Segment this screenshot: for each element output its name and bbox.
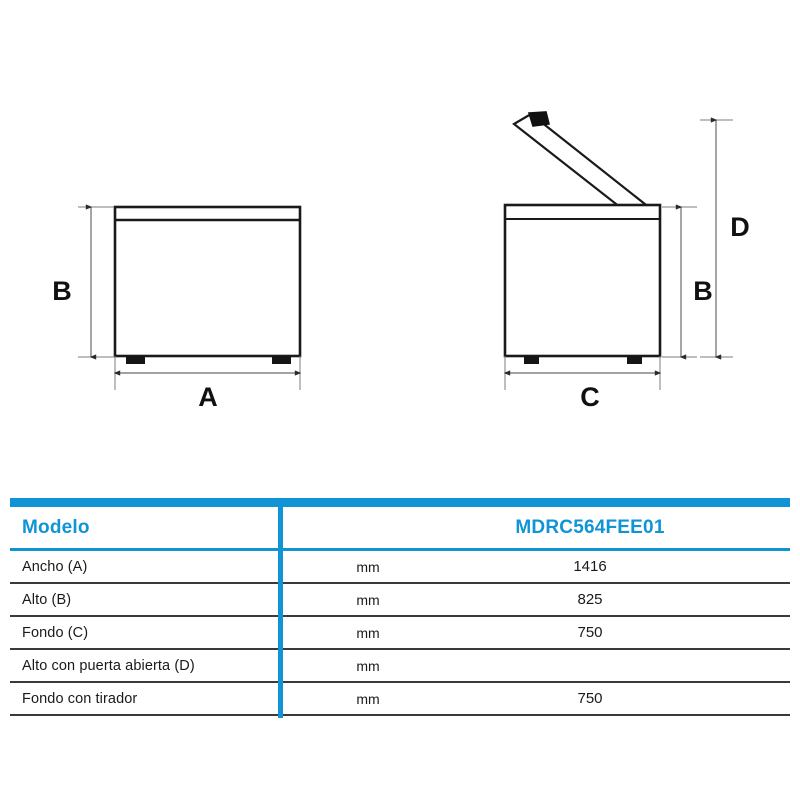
- row-unit-alto-puerta-abierta: mm: [356, 657, 380, 674]
- header-model-label: Modelo: [22, 516, 90, 538]
- header-model-value: MDRC564FEE01: [515, 516, 665, 538]
- front-view-foot-left: [126, 356, 145, 364]
- front-view-b-label: B: [52, 276, 72, 306]
- row-label-alto: Alto (B): [22, 591, 72, 608]
- side-view-cabinet-body: [505, 205, 660, 356]
- specifications-table: [10, 498, 790, 716]
- row-value-fondo-con-tirador: 750: [577, 690, 603, 707]
- row-value-fondo: 750: [577, 624, 603, 641]
- row-unit-ancho: mm: [356, 558, 380, 575]
- row-unit-alto: mm: [356, 591, 380, 608]
- table-row: [10, 683, 790, 716]
- side-view-d-label: D: [730, 212, 750, 242]
- row-label-fondo-con-tirador: Fondo con tirador: [22, 690, 138, 707]
- row-label-ancho: Ancho (A): [22, 558, 88, 575]
- row-value-ancho: 1416: [573, 558, 607, 575]
- row-label-alto-puerta-abierta: Alto con puerta abierta (D): [22, 657, 195, 674]
- row-label-fondo: Fondo (C): [22, 624, 89, 641]
- table-row: [10, 650, 790, 683]
- front-view-a-label: A: [198, 382, 218, 412]
- table-header-row: [10, 507, 790, 551]
- side-view-b-label: B: [693, 276, 713, 306]
- side-view-foot-left: [524, 356, 539, 364]
- front-view-group: [52, 207, 300, 412]
- table-row: [10, 617, 790, 650]
- side-view-c-label: C: [580, 382, 600, 412]
- table-row: [10, 551, 790, 584]
- side-view-group: [505, 112, 750, 412]
- table-top-accent-bar: [10, 498, 790, 507]
- row-unit-fondo-con-tirador: mm: [356, 690, 380, 707]
- front-view-foot-right: [272, 356, 291, 364]
- table-row: [10, 584, 790, 617]
- front-view-cabinet-body: [115, 207, 300, 356]
- side-view-foot-right: [627, 356, 642, 364]
- row-value-alto: 825: [577, 591, 603, 608]
- row-unit-fondo: mm: [356, 624, 380, 641]
- side-view-lid-handle: [529, 112, 549, 126]
